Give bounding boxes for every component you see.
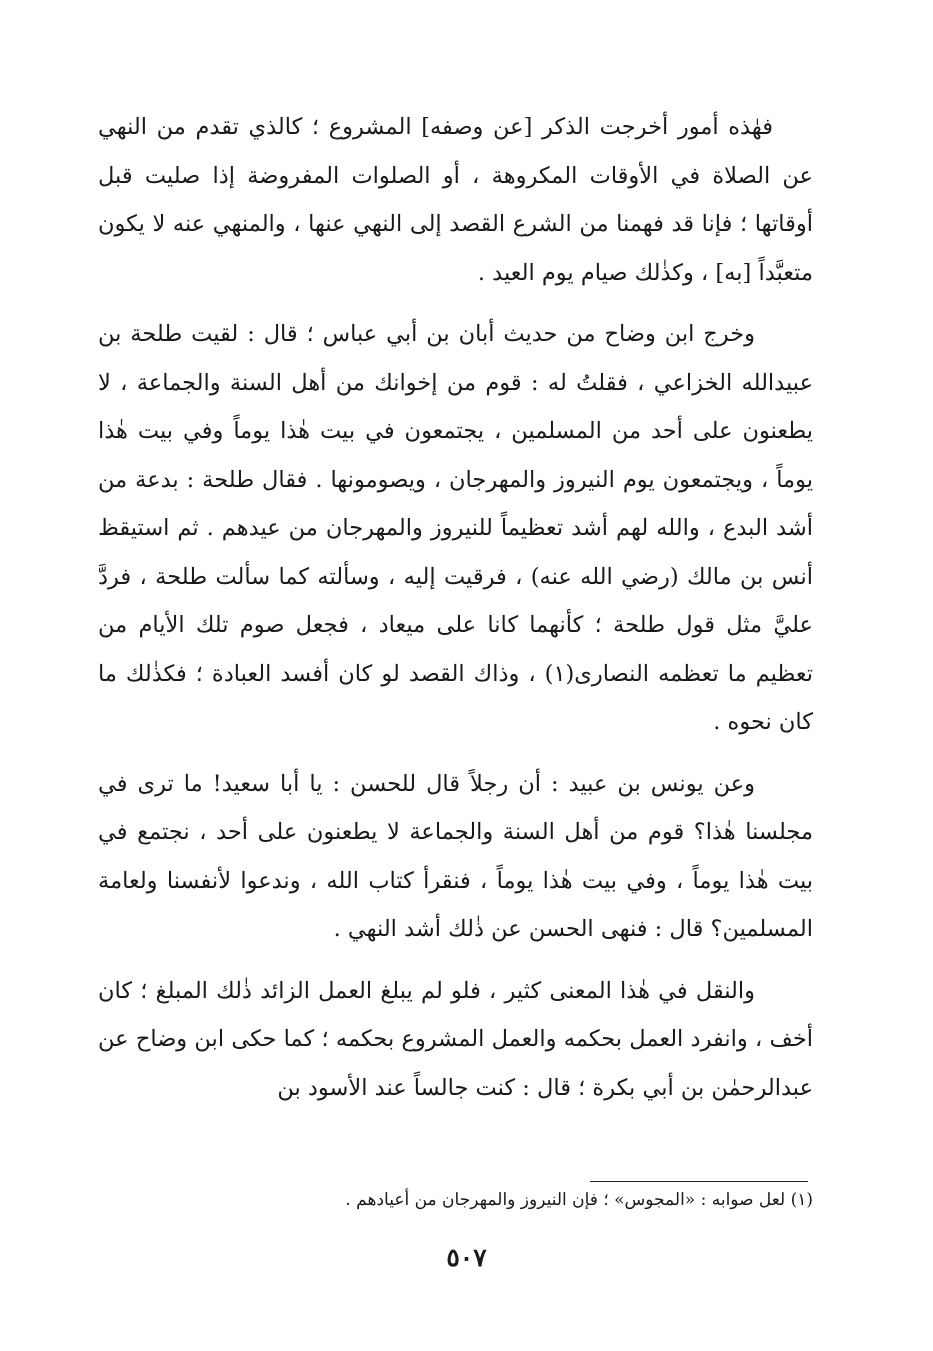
paragraph-1: فهٰذه أمور أخرجت الذكر [عن وصفه] المشروع ؛ كالذي تقدم من النهي عن الصلاة في الأوقات المكروهة ، أو الصلوات المفروضة إذا صليت قبل أوقاتها ؛ فإنا قد فهمنا من الشرع القصد إلى النهي عنها ، والمنهي عنه لا يكون متعبَّداً [به] ، وكذٰلك صيام يوم العيد . [98, 114, 813, 286]
body-text [98, 103, 813, 1125]
paragraph-2: وخرج ابن وضاح من حديث أبان بن أبي عباس ؛ قال : لقيت طلحة بن عبيدالله الخزاعي ، فقلتُ له : قوم من إخوانك من أهل السنة والجماعة ، لا يطعنون على أحد من المسلمين ، يجتمعون في بيت هٰذا يوماً وفي بيت هٰذا يوماً ، ويجتمعون يوم النيروز والمهرجان ، ويصومونها . فقال طلحة : بدعة من أشد البدع ، والله لهم أشد تعظيماً للنيروز والمهرجان من عيدهم . ثم استيقظ أنس بن مالك (رضي الله عنه) ، فرقيت إليه ، وسألته كما سألت طلحة ، فردَّ عليَّ مثل قول طلحة ؛ كأنهما كانا على ميعاد ، فجعل صوم تلك الأيام من تعظيم ما تعظمه النصارى(١) ، وذاك القصد لو كان أفسد العبادة ؛ فكذٰلك ما كان نحوه . [98, 321, 813, 735]
paragraph-4: والنقل في هٰذا المعنى كثير ، فلو لم يبلغ العمل الزائد ذٰلك المبلغ ؛ كان أخف ، وانفرد العمل بحكمه والعمل المشروع بحكمه ؛ كما حكى ابن وضاح عن عبدالرحمٰن بن أبي بكرة ؛ قال : كنت جالساً عند الأسود بن [98, 977, 813, 1101]
paragraph-3: وعن يونس بن عبيد : أن رجلاً قال للحسن : يا أبا سعيد! ما ترى في مجلسنا هٰذا؟ قوم من أهل السنة والجماعة لا يطعنون على أحد ، نجتمع في بيت هٰذا يوماً ، وفي بيت هٰذا يوماً ، فنقرأ كتاب الله ، وندعوا لأنفسنا ولعامة المسلمين؟ قال : فنهى الحسن عن ذٰلك أشد النهي . [98, 770, 813, 942]
page-number: ٥٠٧ [446, 1243, 487, 1272]
footnote: (١) لعل صوابه : «المجوس» ؛ فإن النيروز والمهرجان من أعيادهم . [345, 1190, 813, 1210]
footnote-separator [590, 1181, 808, 1182]
